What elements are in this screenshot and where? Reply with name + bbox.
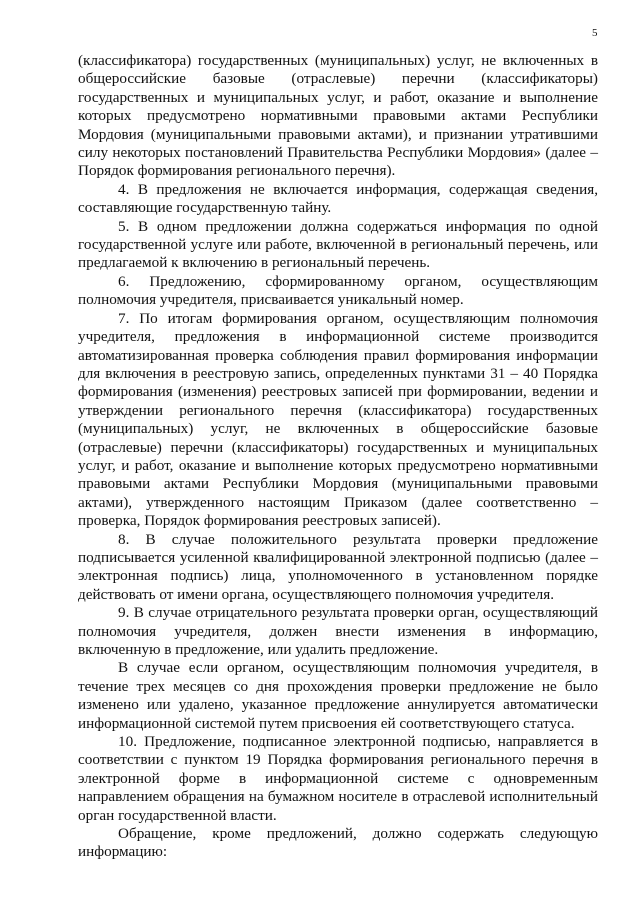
paragraph-item-10: 10. Предложение, подписанное электронной подписью, направляется в соответствии с пунктом 19 Порядка формирования регионального перечня в электронной форме в информационной системе с одновременным направлением обращения на бумажном носителе в отраслевой исполнительный орган государственной власти. bbox=[78, 733, 598, 824]
paragraph-item-9-continued: В случае если органом, осуществляющим полномочия учредителя, в течение трех месяцев со дня прохождения проверки предложение не было изменено или удалено, указанное предложение аннулируется автоматически информационной системой путем присвоения ей соответствующего статуса. bbox=[78, 659, 598, 732]
page-number: 5 bbox=[592, 27, 598, 39]
paragraph-continuation: (классификатора) государственных (муниципальных) услуг, не включенных в общероссийские базовые (отраслевые) перечни (классификаторы) государственных и муниципальных услуг, и работ, оказание и выполнение которых предусмотрено нормативными правовыми актами Республики Мордовия (муниципальными правовыми актами), и признании утратившими силу некоторых постановлений Правительства Республики Мордовия» (далее – Порядок формирования регионального перечня). bbox=[78, 52, 598, 180]
paragraph-item-4: 4. В предложения не включается информация, содержащая сведения, составляющие государственную тайну. bbox=[78, 180, 598, 217]
document-body bbox=[78, 52, 598, 862]
paragraph-appeal-info: Обращение, кроме предложений, должно содержать следующую информацию: bbox=[78, 825, 598, 861]
paragraph-item-6: 6. Предложению, сформированному органом, осуществляющим полномочия учредителя, присваивается уникальный номер. bbox=[78, 272, 598, 309]
paragraph-item-8: 8. В случае положительного результата проверки предложение подписывается усиленной квалифицированной электронной подписью (далее – электронная подпись) лица, уполномоченного в установленном порядке действовать от имени органа, осуществляющего полномочия учредителя. bbox=[78, 530, 598, 603]
paragraph-item-5: 5. В одном предложении должна содержаться информация по одной государственной услуге или работе, включенной в региональный перечень, или предлагаемой к включению в региональный перечень. bbox=[78, 217, 598, 272]
paragraph-item-9: 9. В случае отрицательного результата проверки орган, осуществляющий полномочия учредителя, должен внести изменения в информацию, включенную в предложение, или удалить предложение. bbox=[78, 604, 598, 658]
paragraph-item-7: 7. По итогам формирования органом, осуществляющим полномочия учредителя, предложения в информационной системе производится автоматизированная проверка соблюдения правил формирования информации для включения в реестровую запись, определенных пунктами 31 – 40 Порядка формирования (изменения) реестровых записей при формировании, ведении и утверждении регионального перечня (классификатора) государственных (муниципальных) услуг, не включенных в общероссийские базовые (отраслевые) перечни (классификаторы) государственных и муниципальных услуг, и работ, оказание и выполнение которых предусмотрено нормативными правовыми актами Республики Мордовия (муниципальными правовыми актами), утвержденного настоящим Приказом (далее соответственно – проверка, Порядок формирования реестровых записей). bbox=[78, 309, 598, 530]
